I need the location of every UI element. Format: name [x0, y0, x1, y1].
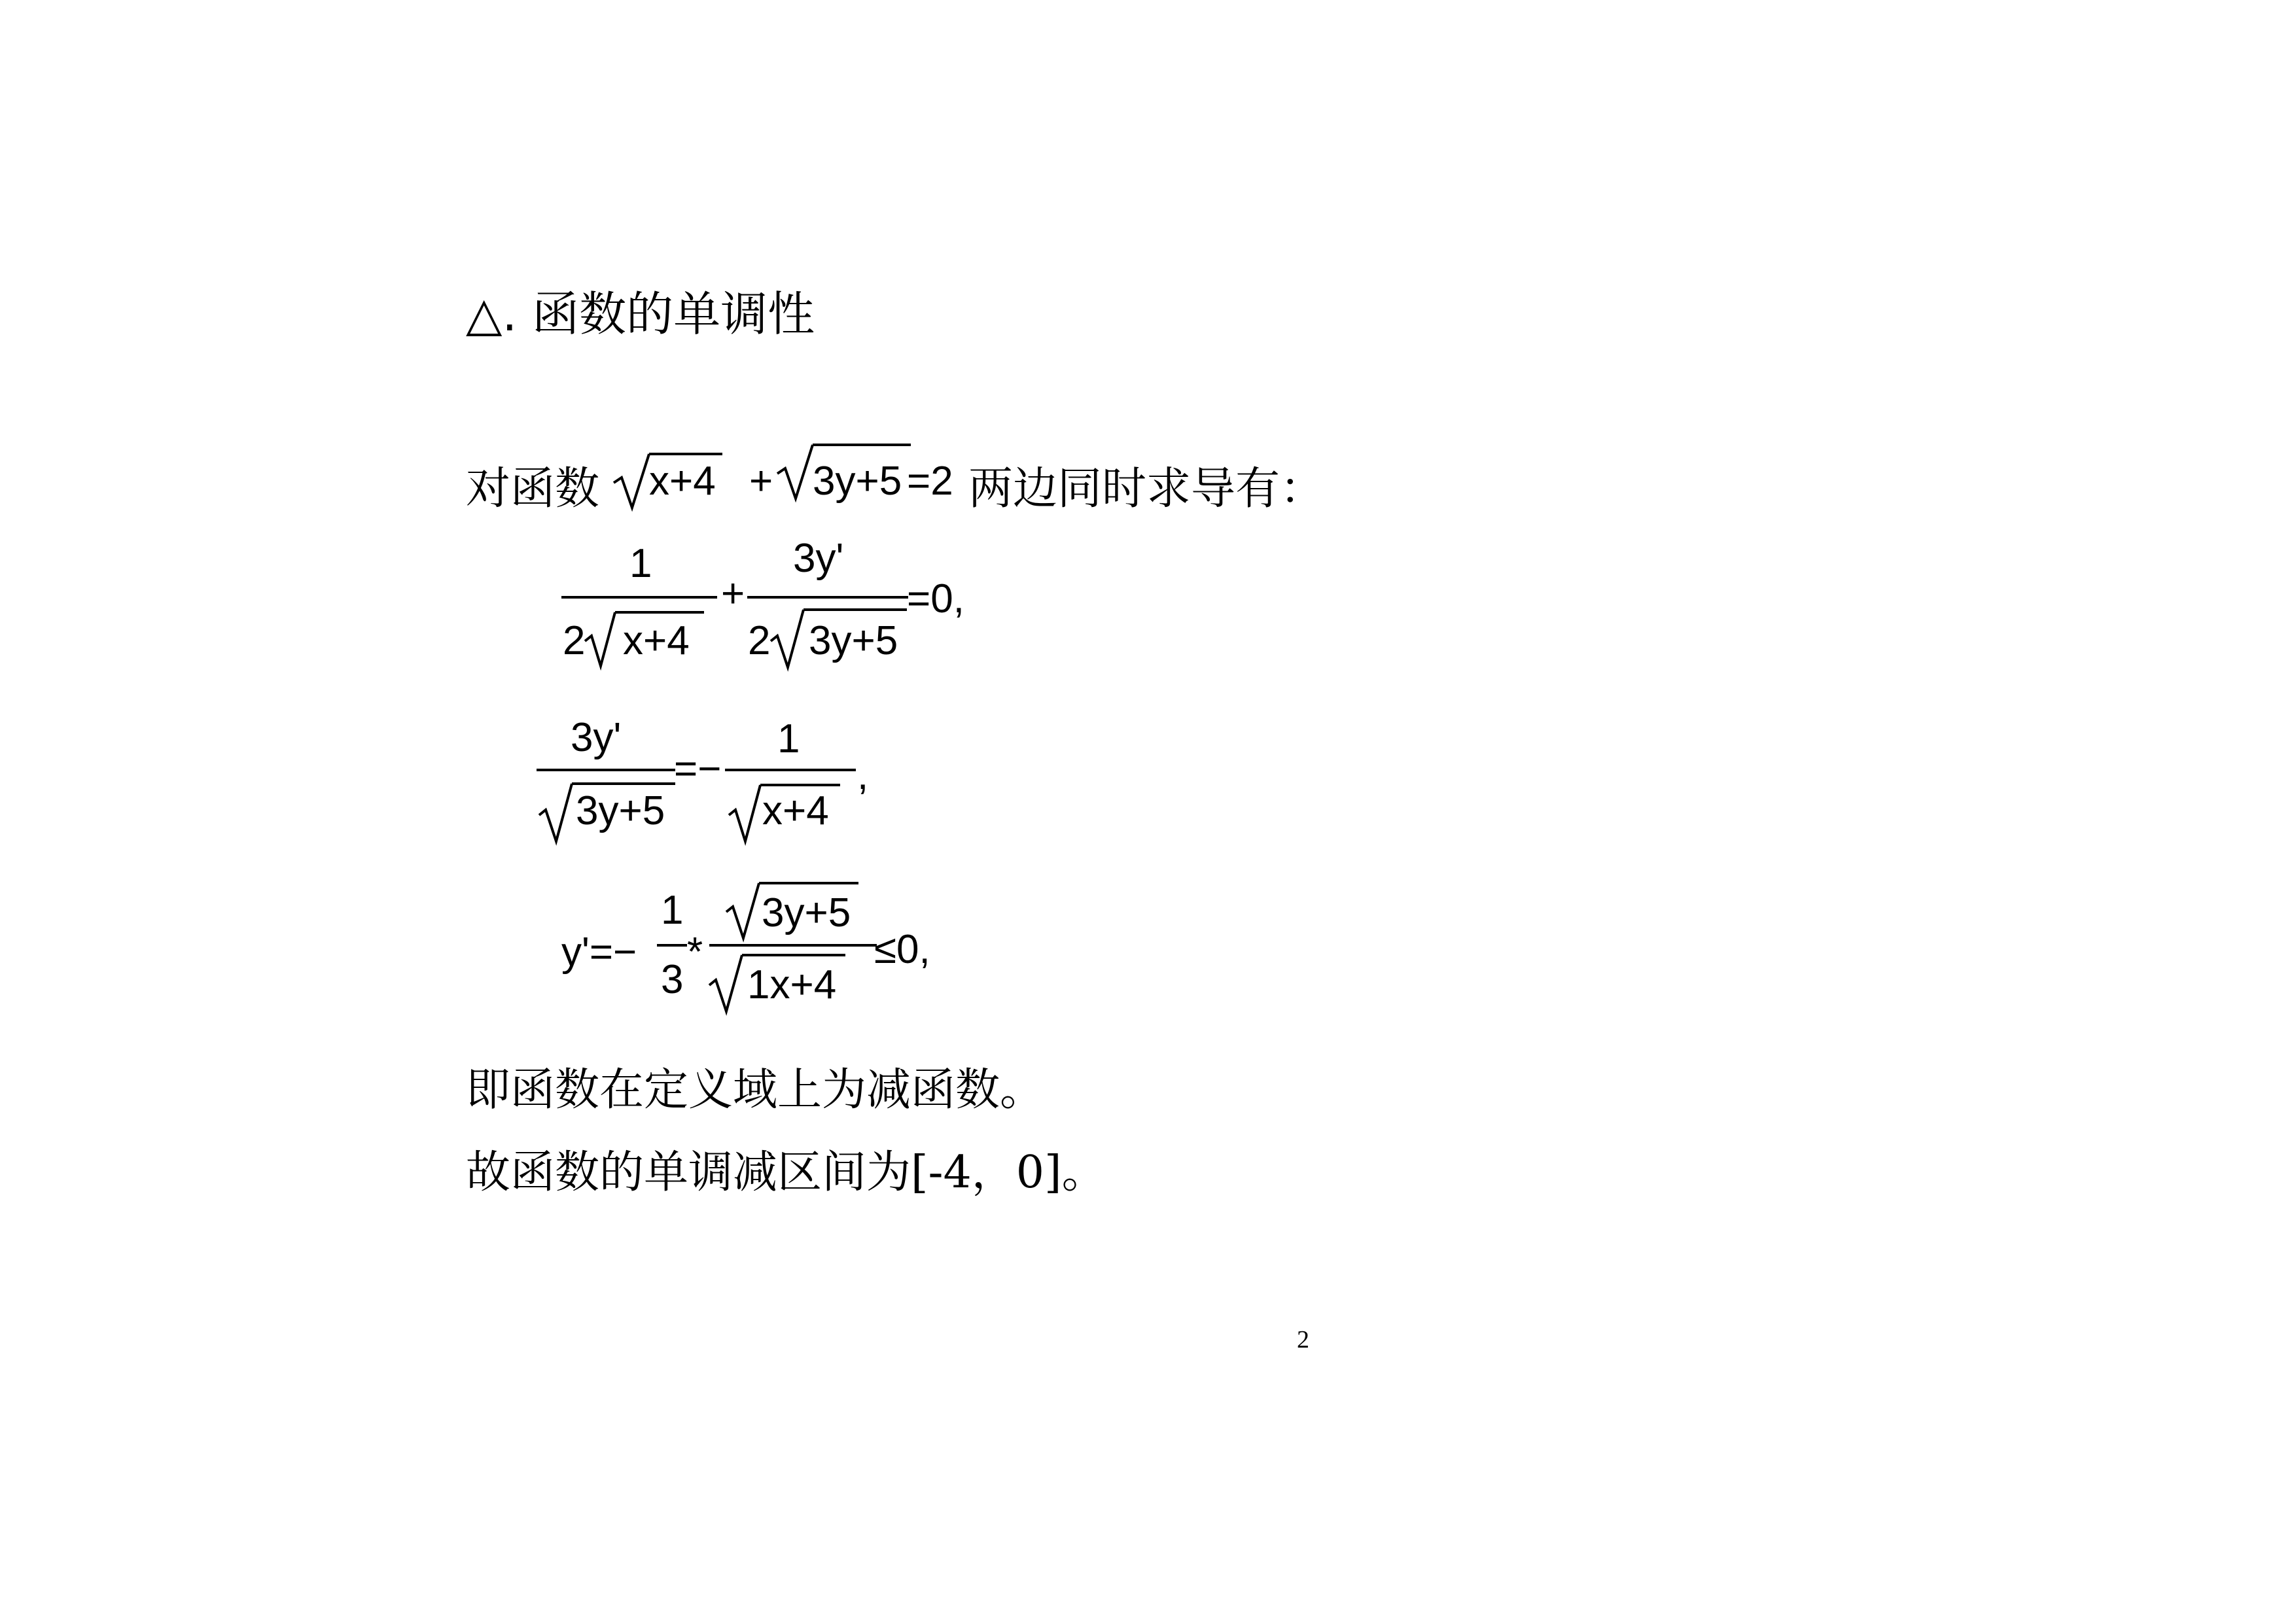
leq-zero: ≤0, [874, 927, 930, 972]
intro-prefix: 对函数 [466, 463, 600, 515]
denominator-radicand: x+4 [762, 788, 829, 833]
conclusion-line-2: 故函数的单调减区间为[-4，0]。 [466, 1147, 1106, 1198]
radical-sign [584, 610, 616, 669]
heading-text: . 函数的单调性 [502, 287, 815, 341]
equals-zero: =0, [907, 576, 964, 621]
fraction-bar [747, 596, 908, 599]
radicand-3y5: 3y+5 [813, 459, 902, 504]
radical-sign [728, 782, 762, 844]
radicand-x4: x+4 [649, 459, 716, 504]
denominator-radicand: 1x+4 [747, 962, 837, 1007]
section-heading [466, 276, 815, 344]
fraction-denominator: 3 [661, 957, 684, 1002]
fraction-numerator: 3y' [571, 715, 622, 760]
radical-sign [725, 881, 760, 941]
equals-minus: =− [674, 746, 722, 792]
numerator-radicand: 3y+5 [762, 890, 851, 935]
fraction-numerator: 3y' [793, 536, 844, 581]
radical-bar [760, 784, 840, 786]
fraction-bar [537, 769, 675, 771]
trailing-comma: , [857, 753, 869, 798]
page-number: 2 [1297, 1326, 1309, 1353]
intro-suffix: 两边同时求导有： [968, 463, 1325, 515]
radical-bar [615, 611, 704, 614]
radical-bar [759, 882, 858, 884]
triangle-marker: △ [466, 287, 503, 341]
denominator-coef: 2 [748, 618, 771, 663]
denominator-radicand: 3y+5 [576, 788, 665, 833]
y-prime-lhs: y'=− [561, 930, 637, 975]
radical-bar [742, 954, 845, 956]
radical-bar [804, 608, 907, 611]
radical-bar [813, 444, 911, 446]
radical-sign [538, 781, 573, 844]
multiply-asterisk: * [687, 930, 703, 975]
fraction-numerator: 1 [777, 716, 800, 761]
fraction-bar [657, 944, 687, 947]
denominator-coef: 2 [563, 618, 586, 663]
fraction-bar [709, 944, 877, 947]
radical-bar [572, 782, 675, 785]
plus-sign: + [749, 459, 773, 504]
fraction-numerator: 1 [629, 541, 652, 586]
radical-sign [708, 952, 743, 1014]
equals-two: =2 [907, 459, 953, 504]
radical-bar [649, 453, 722, 455]
fraction-bar [561, 596, 717, 599]
fraction-numerator: 1 [661, 888, 684, 933]
fraction-bar [725, 769, 856, 771]
radical-sign [612, 451, 652, 510]
denominator-radicand: x+4 [623, 618, 690, 663]
conclusion-line-1: 即函数在定义域上为减函数。 [466, 1064, 1045, 1116]
denominator-radicand: 3y+5 [809, 618, 898, 663]
radical-sign [769, 607, 805, 670]
radical-sign [776, 442, 815, 501]
plus-sign: + [721, 571, 745, 616]
